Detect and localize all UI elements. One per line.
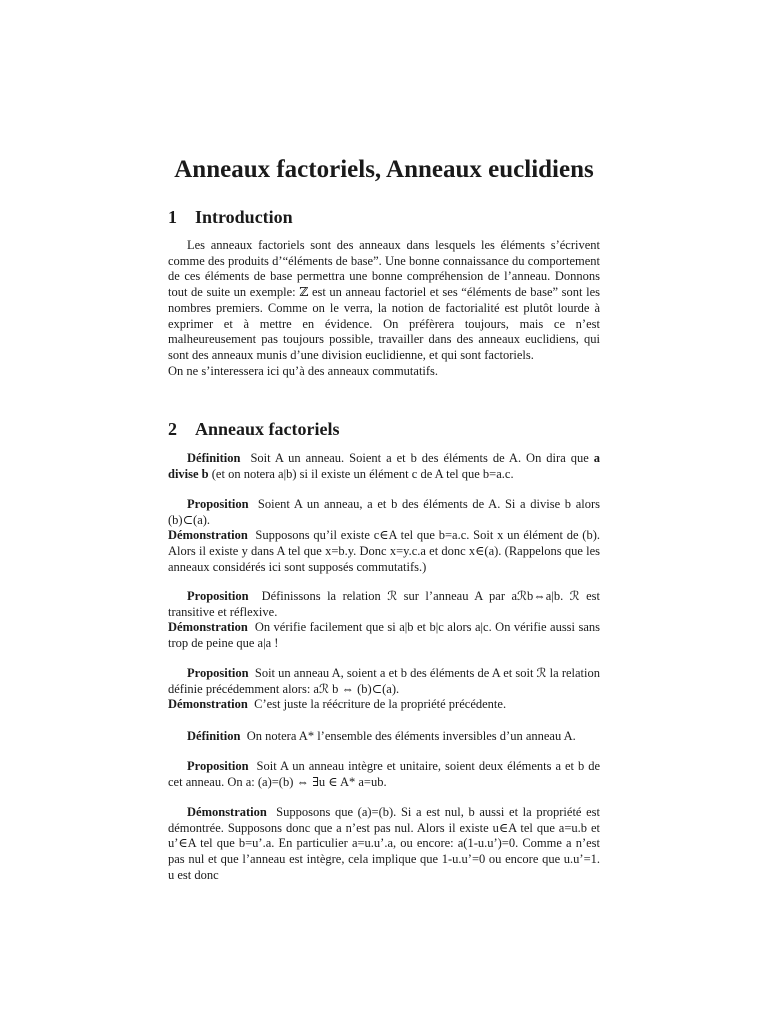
intro-note: On ne s’interessera ici qu’à des anneaux commutatifs. [168, 363, 439, 378]
definition-term: a divise b [168, 451, 600, 481]
proposition-text: Définissons la relation ℛ sur l’anneau A par aℛb⇔a|b. ℛ est transitive et réflexive. [168, 589, 601, 619]
proposition-label: Proposition [187, 497, 249, 511]
demonstration-text: C’est juste la réécriture de la propriété précédente. [254, 697, 507, 712]
intro-paragraph [168, 238, 600, 379]
proposition-associates [168, 759, 600, 790]
demonstration [168, 697, 600, 713]
section-number: 2 [168, 419, 177, 439]
intro-text: Les anneaux factoriels sont des anneaux dans lesquels les éléments s’écrivent comme des produits d’“éléments de base”. Une bonne connaissance du comportement de ces éléments de base permettra une bonne compréhension de l’anneau. Donnons tout de suite un exemple: ℤ est un anneau factoriel et ses “éléments de base” sont les nombres premiers. Comme on le verra, la notion de factorialité est plutôt lourde à exprimer et à mettre en évidence. On préfèrera toujours, mais ce n’est malheureusement pas toujours possible, travailler dans des anneaux euclidiens, qui sont des anneaux munis d’une division euclidienne, et qui sont factoriels. [168, 238, 600, 362]
proposition-ideal-inclusion [168, 497, 600, 576]
proposition-relation-equivalence [168, 666, 600, 713]
proposition-text: Soit A un anneau intègre et unitaire, soient deux éléments a et b de cet anneau. On a: (a)=(b) ⇔ ∃u ∈ A* a=ub. [168, 759, 601, 789]
demonstration-label: Démonstration [187, 805, 267, 819]
definition-invertibles [168, 729, 600, 745]
demonstration-label: Démonstration [168, 697, 248, 712]
section-heading-anneaux-factoriels [168, 417, 339, 441]
section-title: Anneaux factoriels [195, 419, 340, 439]
proposition-relation [168, 589, 600, 652]
demonstration [168, 620, 600, 651]
proposition-text: Soient A un anneau, a et b des éléments de A. Si a divise b alors (b)⊂(a). [168, 497, 600, 527]
section-number: 1 [168, 207, 177, 227]
section-heading-introduction [168, 205, 293, 229]
definition-label: Définition [187, 451, 241, 465]
proposition-text: Soit un anneau A, soient a et b des éléments de A et soit ℛ la relation définie précédemment alors: aℛ b ⇔ (b)⊂(a). [168, 666, 600, 696]
definition-label: Définition [187, 729, 241, 743]
demonstration-text: Supposons qu’il existe c∈A tel que b=a.c. Soit x un élément de (b). Alors il existe y dans A tel que x=b.y. Donc x=y.c.a et donc x∈(a). (Rappelons que les anneaux considérés ici sont supposés commutatifs.) [168, 528, 601, 574]
demonstration-associates [168, 805, 600, 884]
demonstration-text: On vérifie facilement que si a|b et b|c alors a|c. On vérifie aussi sans trop de peine que a|a ! [168, 620, 601, 651]
demonstration [168, 528, 600, 575]
definition-text: Soit A un anneau. Soient a et b des éléments de A. On dira que [250, 451, 594, 465]
definition-text: On notera A* l’ensemble des éléments inversibles d’un anneau A. [246, 729, 576, 743]
proposition-label: Proposition [187, 759, 249, 773]
document-title: Anneaux factoriels, Anneaux euclidiens [174, 156, 594, 183]
definition-divides [168, 451, 600, 482]
section-title: Introduction [195, 207, 293, 227]
demonstration-label: Démonstration [168, 620, 248, 635]
proposition-label: Proposition [187, 589, 249, 603]
proposition-label: Proposition [187, 666, 249, 680]
demonstration-text: Supposons que (a)=(b). Si a est nul, b aussi et la propriété est démontrée. Supposons donc que a n’est pas nul. Alors il existe u∈A tel que a=u.b et u’∈A tel que b=u’.a. En particulier a=u.u’.a, ou encore: a(1-u.u’)=0. Comme a n’est pas nul et que l’anneau est intègre, cela implique que 1-u.u’=0 ou encore que u.u’=1. u est donc [168, 805, 601, 882]
definition-text-end: (et on notera a|b) si il existe un élément c de A tel que b=a.c. [208, 466, 514, 481]
demonstration-label: Démonstration [168, 528, 248, 543]
